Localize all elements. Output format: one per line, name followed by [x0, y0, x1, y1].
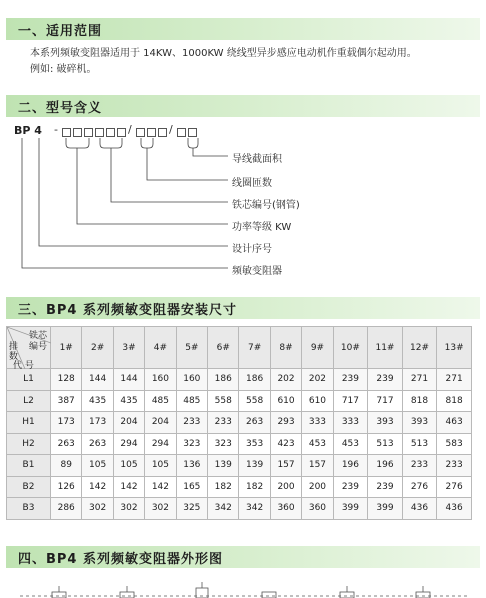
label-core-number: 铁芯编号(钢管) [232, 200, 300, 211]
model-dash: - [54, 123, 58, 136]
table-cell: 436 [402, 498, 437, 520]
table-cell: 139 [208, 455, 239, 477]
row-label: B3 [7, 498, 51, 520]
table-cell: 393 [402, 412, 437, 434]
table-cell: 126 [51, 476, 82, 498]
table-cell: 136 [176, 455, 207, 477]
section-header-dimensions [6, 297, 480, 319]
table-cell: 610 [302, 390, 333, 412]
table-cell: 204 [113, 412, 144, 434]
section-title-dimensions: 三、BP4 系列频敏变阻器安装尺寸 [18, 302, 238, 318]
table-cell: 818 [437, 390, 472, 412]
table-cell: 453 [302, 433, 333, 455]
table-cell: 200 [270, 476, 301, 498]
scope-line-2: 例如: 破碎机。 [30, 64, 97, 75]
row-label: H2 [7, 433, 51, 455]
column-header: 1# [51, 327, 82, 369]
table-cell: 157 [270, 455, 301, 477]
table-cell: 453 [333, 433, 368, 455]
table-cell: 160 [176, 369, 207, 391]
table-cell: 387 [51, 390, 82, 412]
table-row [7, 455, 472, 477]
table-cell: 435 [82, 390, 113, 412]
table-cell: 182 [239, 476, 270, 498]
table-cell: 239 [333, 476, 368, 498]
table-cell: 513 [368, 433, 403, 455]
table-cell: 202 [302, 369, 333, 391]
table-cell: 144 [113, 369, 144, 391]
table-cell: 105 [145, 455, 176, 477]
table-cell: 323 [176, 433, 207, 455]
table-cell: 142 [113, 476, 144, 498]
table-cell: 239 [333, 369, 368, 391]
column-header: 11# [368, 327, 403, 369]
table-cell: 276 [402, 476, 437, 498]
outline-drawing-partial [0, 572, 486, 598]
table-cell: 186 [208, 369, 239, 391]
label-rheostat: 频敏变阻器 [232, 266, 282, 277]
table-cell: 399 [368, 498, 403, 520]
column-header: 2# [82, 327, 113, 369]
table-cell: 302 [145, 498, 176, 520]
section-header-outline [6, 546, 480, 568]
column-header: 6# [208, 327, 239, 369]
table-cell: 142 [145, 476, 176, 498]
table-cell: 233 [437, 455, 472, 477]
table-cell: 558 [239, 390, 270, 412]
table-cell: 263 [239, 412, 270, 434]
section-title-outline: 四、BP4 系列频敏变阻器外形图 [18, 551, 224, 567]
table-cell: 89 [51, 455, 82, 477]
table-cell: 360 [302, 498, 333, 520]
column-header: 13# [437, 327, 472, 369]
table-cell: 302 [82, 498, 113, 520]
column-header: 8# [270, 327, 301, 369]
row-label: B2 [7, 476, 51, 498]
table-cell: 160 [145, 369, 176, 391]
corner-label-core: 铁芯 [29, 331, 48, 341]
column-header: 12# [402, 327, 437, 369]
corner-label-row: 排 [9, 342, 19, 352]
table-cell: 105 [113, 455, 144, 477]
table-row [7, 390, 472, 412]
table-cell: 302 [113, 498, 144, 520]
table-cell: 157 [302, 455, 333, 477]
table-cell: 173 [82, 412, 113, 434]
table-cell: 196 [333, 455, 368, 477]
corner-label-number: 编号 [29, 342, 48, 352]
section-header-scope [6, 18, 480, 40]
corner-label-code: 代 号 [13, 361, 34, 371]
dimensions-table [6, 326, 472, 520]
table-cell: 558 [208, 390, 239, 412]
table-cell: 485 [176, 390, 207, 412]
code-slash: / [169, 123, 173, 136]
model-code-diagram [0, 120, 486, 280]
table-cell: 513 [402, 433, 437, 455]
table-cell: 139 [239, 455, 270, 477]
table-cell: 294 [145, 433, 176, 455]
table-cell: 717 [333, 390, 368, 412]
table-cell: 239 [368, 369, 403, 391]
table-cell: 263 [82, 433, 113, 455]
code-slash: / [128, 123, 132, 136]
section-header-model [6, 95, 480, 117]
row-label: B1 [7, 455, 51, 477]
table-cell: 186 [239, 369, 270, 391]
table-cell: 485 [145, 390, 176, 412]
table-cell: 293 [270, 412, 301, 434]
table-cell: 144 [82, 369, 113, 391]
table-row [7, 412, 472, 434]
corner-label-count: 数 [9, 352, 19, 362]
table-cell: 325 [176, 498, 207, 520]
column-header: 4# [145, 327, 176, 369]
scope-line-1: 本系列频敏变阻器适用于 14KW、1000KW 绕线型异步感应电动机作重载偶尔起动用。 [30, 48, 417, 59]
table-cell: 286 [51, 498, 82, 520]
table-row [7, 369, 472, 391]
column-header: 5# [176, 327, 207, 369]
table-cell: 818 [402, 390, 437, 412]
table-cell: 173 [51, 412, 82, 434]
table-corner-cell [7, 327, 51, 369]
column-header: 7# [239, 327, 270, 369]
table-cell: 196 [368, 455, 403, 477]
section-title-scope: 一、适用范围 [18, 23, 103, 39]
table-cell: 233 [208, 412, 239, 434]
table-cell: 583 [437, 433, 472, 455]
model-prefix: BP 4 [14, 124, 42, 137]
row-label: L2 [7, 390, 51, 412]
table-row [7, 476, 472, 498]
table-cell: 271 [402, 369, 437, 391]
table-cell: 165 [176, 476, 207, 498]
table-row [7, 498, 472, 520]
table-cell: 271 [437, 369, 472, 391]
table-cell: 182 [208, 476, 239, 498]
table-row [7, 433, 472, 455]
label-power-level: 功率等级 KW [232, 222, 292, 233]
table-cell: 105 [82, 455, 113, 477]
table-cell: 333 [302, 412, 333, 434]
column-header: 10# [333, 327, 368, 369]
label-design-serial: 设计序号 [232, 244, 272, 255]
table-cell: 202 [270, 369, 301, 391]
table-cell: 233 [402, 455, 437, 477]
table-cell: 342 [208, 498, 239, 520]
table-cell: 276 [437, 476, 472, 498]
table-cell: 128 [51, 369, 82, 391]
table-cell: 233 [176, 412, 207, 434]
table-cell: 239 [368, 476, 403, 498]
section-title-model: 二、型号含义 [18, 100, 103, 116]
table-cell: 610 [270, 390, 301, 412]
table-cell: 435 [113, 390, 144, 412]
table-cell: 353 [239, 433, 270, 455]
table-cell: 360 [270, 498, 301, 520]
table-cell: 342 [239, 498, 270, 520]
table-cell: 294 [113, 433, 144, 455]
table-cell: 204 [145, 412, 176, 434]
table-cell: 399 [333, 498, 368, 520]
table-cell: 323 [208, 433, 239, 455]
table-cell: 393 [368, 412, 403, 434]
table-cell: 717 [368, 390, 403, 412]
column-header: 9# [302, 327, 333, 369]
table-cell: 463 [437, 412, 472, 434]
table-header-row [7, 327, 472, 369]
table-cell: 142 [82, 476, 113, 498]
label-coil-turns: 线圈匝数 [232, 178, 272, 189]
row-label: L1 [7, 369, 51, 391]
table-cell: 333 [333, 412, 368, 434]
table-cell: 200 [302, 476, 333, 498]
table-cell: 423 [270, 433, 301, 455]
table-cell: 436 [437, 498, 472, 520]
table-cell: 263 [51, 433, 82, 455]
column-header: 3# [113, 327, 144, 369]
row-label: H1 [7, 412, 51, 434]
label-wire-section: 导线截面积 [232, 154, 282, 165]
